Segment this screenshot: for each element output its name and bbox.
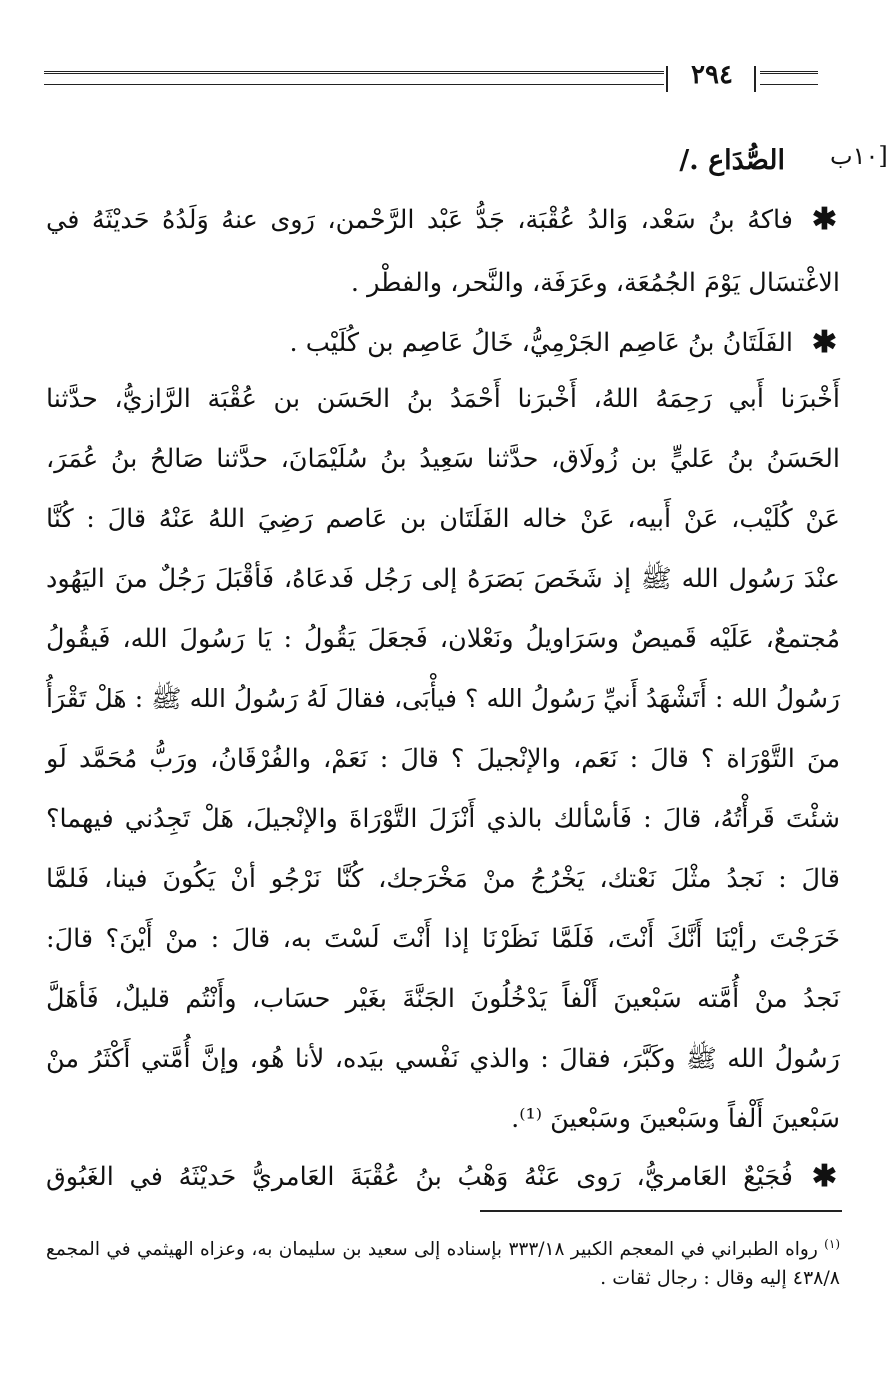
entry-bullet-icon: ✱ bbox=[811, 1159, 837, 1194]
margin-folio-note: ١٠ب] bbox=[830, 142, 888, 170]
footnote-text: رواه الطبراني في المعجم الكبير ٣٣٣/١٨ بإسناده إلى سعيد بن سليمان به، وعزاه الهيثمي في المجمع bbox=[46, 1239, 818, 1261]
body-line: منَ التَّوْرَاة ؟ قالَ : نَعَم، والإنْجيلَ ؟ قالَ : نَعَمْ، والفُرْقَانُ، ورَبُّ مُحَمَّد لَو bbox=[46, 744, 840, 774]
body-line: خَرَجْتَ رأيْنَا أَنَّكَ أَنْتَ، فَلَمَّا نَظَرْنَا إذا أَنْتَ لَسْتَ به، قالَ : منْ أَيْنَ؟ قالَ: bbox=[46, 924, 840, 954]
body-line: شئْتَ قَرأْتُهُ، قالَ : فَأسْألك بالذي أَنْزَلَ التَّوْرَاةَ والإنْجيلَ، هَلْ تَجِدُني فيهما؟ bbox=[46, 804, 840, 834]
body-line: عَنْ كُلَيْب، عَنْ أَبيه، عَنْ خاله الفَلَتَان بن عَاصم رَضِيَ اللهُ عَنْهُ قالَ : كُنَّا bbox=[46, 504, 840, 534]
body-line: رَسُولُ الله ﷺ وكَبَّرَ، فقالَ : والذي نَفْسي بيَده، لأنا هُو، وإنَّ أُمَّتي أَكْثَرُ منْ bbox=[46, 1044, 840, 1074]
entry-line: الفَلَتَانُ بنُ عَاصِم الجَرْمِيُّ، خَالُ عَاصِم بن كُلَيْب . bbox=[289, 328, 793, 358]
header-bar bbox=[666, 66, 668, 92]
footnote-line: ٤٣٨/٨ إليه وقال : رجال ثقات . bbox=[600, 1267, 840, 1289]
body-line: نَجدُ منْ أُمَّته سَبْعينَ أَلْفاً يَدْخُلُونَ الجَنَّةَ بغَيْر حسَاب، وأَنْتُم قليلٌ، فَأهَلَّ bbox=[46, 984, 840, 1014]
entry-line: فُجَيْعٌ العَامريُّ، رَوى عَنْهُ وَهْبُ بنُ عُقْبَةَ العَامريُّ حَديْثَهُ في الغَبُوق bbox=[46, 1162, 793, 1192]
body-line: رَسُولُ الله : أَتَشْهَدُ أَنيِّ رَسُولُ الله ؟ فيأْبَى، فقالَ لَهُ رَسُولُ الله ﷺ : هَلْ تَقْرَأُ bbox=[46, 684, 840, 713]
header-bar bbox=[754, 66, 756, 92]
body-line: مُجتمعٌ، عَلَيْه قَميصٌ وسَرَاويلُ ونَعْلان، فَجعَلَ يَقُولُ : يَا رَسُولَ الله، فَيقُولُ bbox=[46, 624, 840, 654]
body-line: سَبْعينَ أَلْفاً وسَبْعينَ وسَبْعينَ ⁽¹⁾. bbox=[511, 1104, 840, 1134]
footnote-line bbox=[46, 1228, 840, 1260]
page-number: ٢٩٤ bbox=[691, 60, 733, 90]
entry-line: فاكهُ بنُ سَعْد، وَالدُ عُقْبَة، جَدُّ عَبْد الرَّحْمن، رَوى عنهُ وَلَدُهُ حَديْثَهُ في bbox=[46, 205, 793, 235]
body-line: أَخْبرَنا أَبي رَحِمَهُ اللهُ، أَخْبرَنا أَحْمَدُ بنُ الحَسَن بن عُقْبَة الرَّازيُّ، حدَّثنا bbox=[46, 384, 840, 414]
header-rule-left bbox=[44, 71, 664, 85]
entry-line: الاغْتسَال يَوْمَ الجُمُعَة، وعَرَفَة، والنَّحر، والفطْر . bbox=[350, 268, 840, 298]
entry-bullet-icon: ✱ bbox=[811, 202, 837, 237]
footnote-marker: (١) bbox=[824, 1237, 840, 1251]
section-title: الصُّدَاع ./ bbox=[679, 145, 785, 176]
footnote-separator bbox=[480, 1210, 842, 1212]
body-line: قالَ : نَجدُ مثْلَ نَعْتك، يَخْرُجُ منْ مَخْرَجك، كُنَّا نَرْجُو أنْ يَكُونَ فينا، فَلمَّا bbox=[46, 864, 840, 894]
entry-bullet-icon: ✱ bbox=[811, 325, 837, 360]
body-line: عنْدَ رَسُول الله ﷺ إذ شَخَصَ بَصَرَهُ إلى رَجُل فَدعَاهُ، فَأقْبَلَ رَجُلٌ منَ اليَهُود bbox=[46, 564, 840, 594]
header-rule-right bbox=[760, 71, 818, 85]
body-line: الحَسَنُ بنُ عَليٍّ بن زُولَاق، حدَّثنا سَعِيدُ بنُ سُلَيْمَانَ، حدَّثنا صَالحُ بنُ عُمَرَ، bbox=[46, 444, 840, 474]
